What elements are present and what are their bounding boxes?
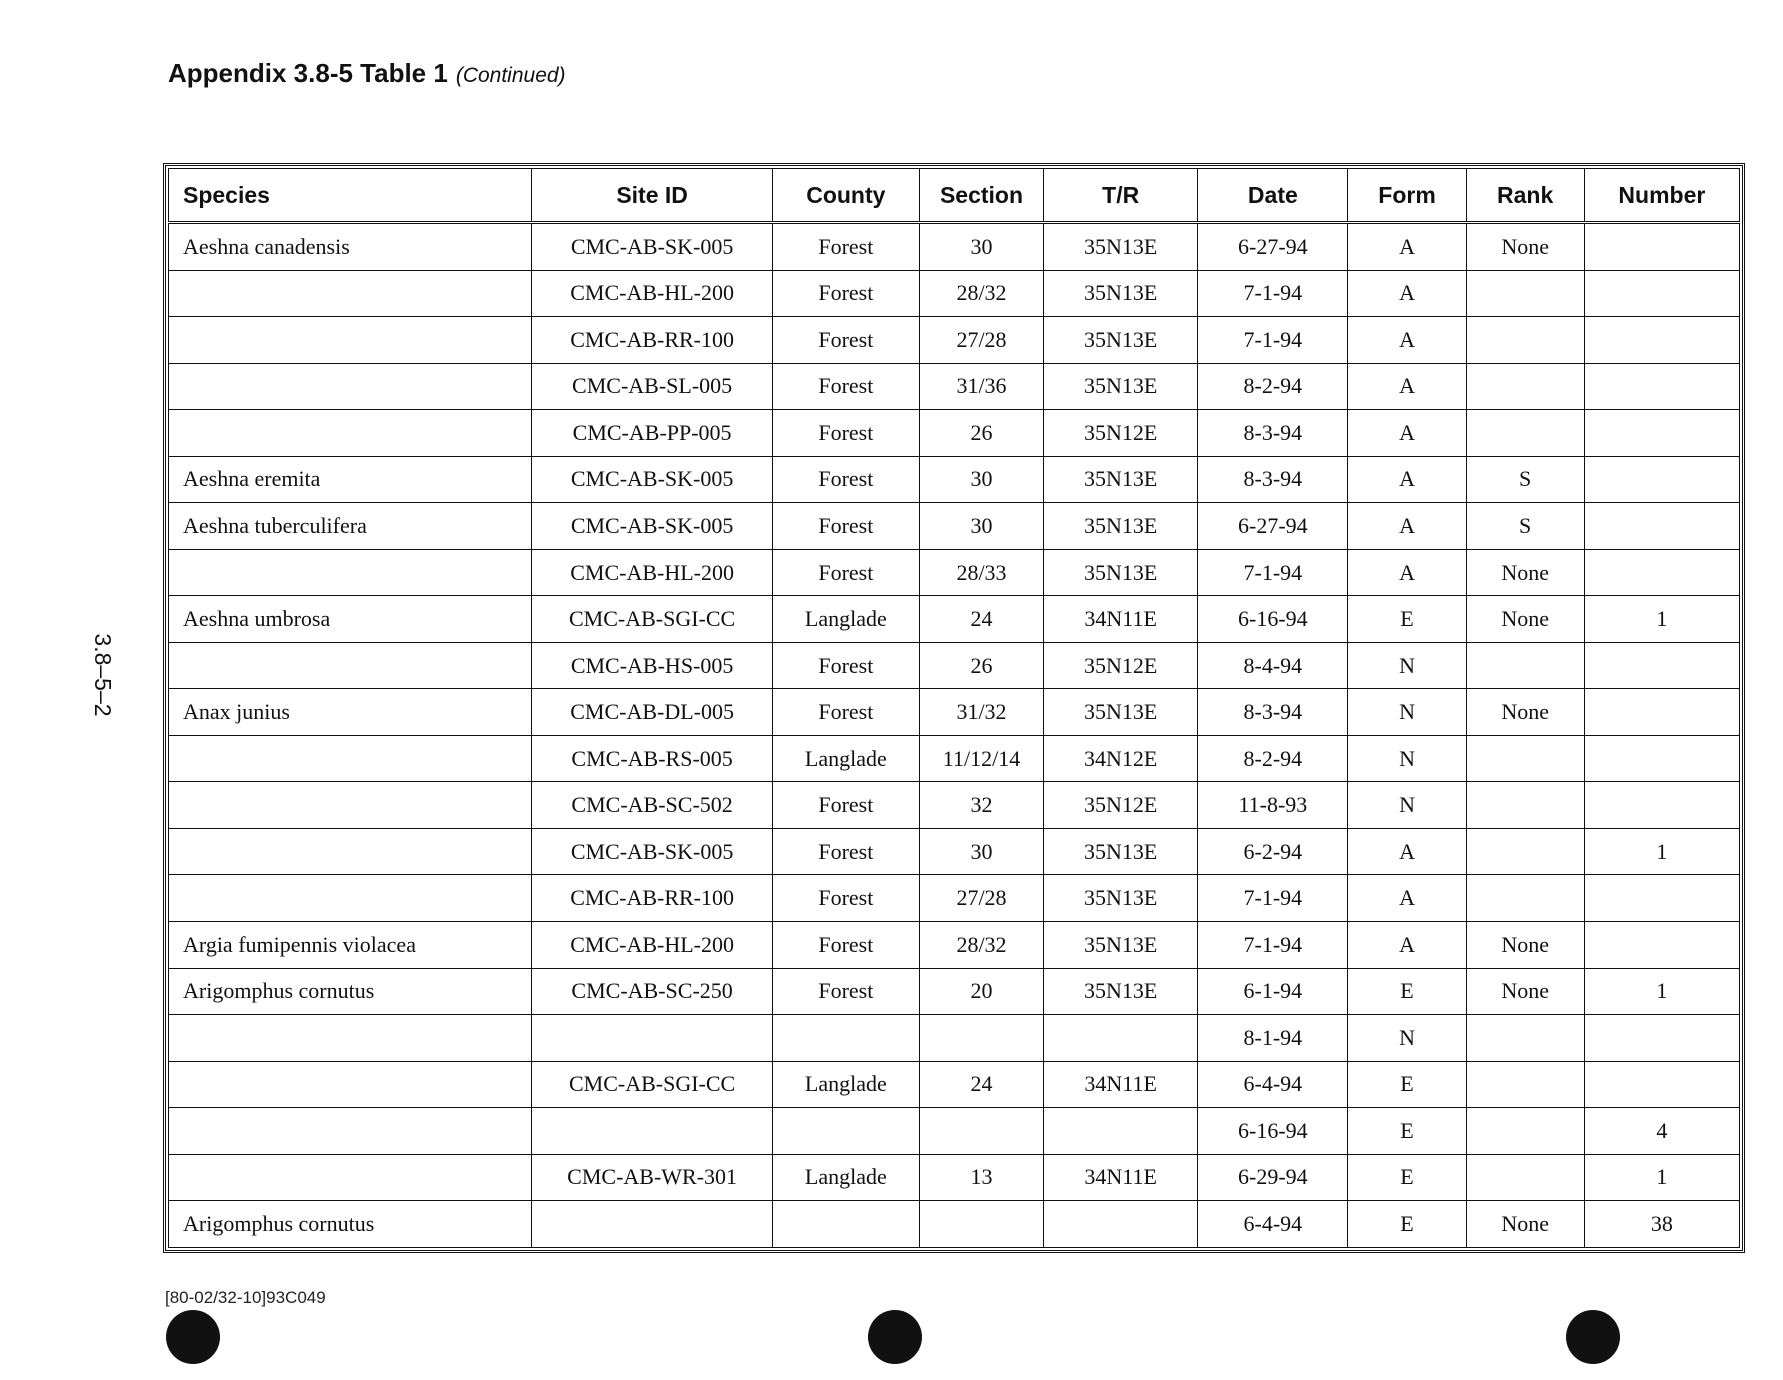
table-cell <box>919 1015 1043 1062</box>
table-cell: Forest <box>772 317 919 364</box>
table-cell: 7-1-94 <box>1198 875 1348 922</box>
table-cell: 30 <box>919 456 1043 503</box>
table-cell: 1 <box>1584 828 1739 875</box>
table-cell <box>1584 922 1739 969</box>
table-cell: CMC-AB-HS-005 <box>532 642 772 689</box>
table-cell: 35N13E <box>1044 503 1198 550</box>
table-cell: Forest <box>772 223 919 271</box>
table-cell <box>1584 689 1739 736</box>
table-row <box>169 456 1740 503</box>
table-cell: E <box>1348 1061 1466 1108</box>
table-cell: CMC-AB-WR-301 <box>532 1154 772 1201</box>
table-cell <box>169 317 532 364</box>
table-cell: 1 <box>1584 596 1739 643</box>
table-cell: CMC-AB-SC-502 <box>532 782 772 829</box>
table-cell: 35N13E <box>1044 689 1198 736</box>
table-cell <box>1584 549 1739 596</box>
table-cell <box>1584 642 1739 689</box>
table-cell <box>919 1108 1043 1155</box>
table-cell: None <box>1466 1201 1584 1248</box>
table-cell <box>1466 642 1584 689</box>
table-cell <box>1584 363 1739 410</box>
table-cell: 34N12E <box>1044 735 1198 782</box>
table-cell <box>1584 456 1739 503</box>
table-cell: Forest <box>772 782 919 829</box>
table-cell <box>1584 735 1739 782</box>
table-cell <box>169 1061 532 1108</box>
table-cell <box>1466 1154 1584 1201</box>
table-cell <box>169 735 532 782</box>
table-cell: CMC-AB-SGI-CC <box>532 596 772 643</box>
table-cell: Forest <box>772 549 919 596</box>
table-cell: 11-8-93 <box>1198 782 1348 829</box>
table-cell: CMC-AB-SL-005 <box>532 363 772 410</box>
table-cell: Langlade <box>772 735 919 782</box>
table-cell: 35N13E <box>1044 922 1198 969</box>
table-cell: 8-4-94 <box>1198 642 1348 689</box>
table-cell: 31/32 <box>919 689 1043 736</box>
column-header: Date <box>1198 169 1348 223</box>
table-cell <box>1584 410 1739 457</box>
table-cell <box>1584 1061 1739 1108</box>
table-cell: CMC-AB-SK-005 <box>532 456 772 503</box>
table-cell <box>1466 270 1584 317</box>
column-header: Number <box>1584 169 1739 223</box>
table-row <box>169 596 1740 643</box>
table-cell: Forest <box>772 363 919 410</box>
table-cell: Aeshna canadensis <box>169 223 532 271</box>
table-body <box>169 223 1740 1248</box>
table-cell: 28/32 <box>919 922 1043 969</box>
table-row <box>169 363 1740 410</box>
table-cell: A <box>1348 410 1466 457</box>
table-cell: None <box>1466 549 1584 596</box>
table-cell: CMC-AB-RR-100 <box>532 317 772 364</box>
column-header: Section <box>919 169 1043 223</box>
table-cell <box>532 1108 772 1155</box>
table-cell <box>169 270 532 317</box>
table-cell <box>1584 317 1739 364</box>
table-cell: A <box>1348 317 1466 364</box>
table-cell: 35N12E <box>1044 410 1198 457</box>
table-cell <box>772 1015 919 1062</box>
table-cell: 8-3-94 <box>1198 456 1348 503</box>
table-cell: 28/33 <box>919 549 1043 596</box>
table-cell: 35N12E <box>1044 782 1198 829</box>
table-row <box>169 642 1740 689</box>
table-cell: Forest <box>772 689 919 736</box>
table-cell: 35N13E <box>1044 968 1198 1015</box>
table-cell: Forest <box>772 642 919 689</box>
table-cell: Anax junius <box>169 689 532 736</box>
table-cell: 8-3-94 <box>1198 689 1348 736</box>
table-cell: CMC-AB-HL-200 <box>532 549 772 596</box>
table-cell: 1 <box>1584 1154 1739 1201</box>
table-cell: 38 <box>1584 1201 1739 1248</box>
binder-hole-right <box>1566 1310 1620 1364</box>
table-cell: E <box>1348 968 1466 1015</box>
table-cell: 7-1-94 <box>1198 270 1348 317</box>
table-cell: CMC-AB-RR-100 <box>532 875 772 922</box>
table-cell <box>772 1201 919 1248</box>
table-cell: CMC-AB-HL-200 <box>532 922 772 969</box>
table-cell: Arigomphus cornutus <box>169 968 532 1015</box>
table-row <box>169 317 1740 364</box>
table-row <box>169 549 1740 596</box>
table-cell: 8-3-94 <box>1198 410 1348 457</box>
table-cell: A <box>1348 875 1466 922</box>
table-row <box>169 922 1740 969</box>
table-cell <box>1466 317 1584 364</box>
table-cell: A <box>1348 828 1466 875</box>
table-cell: Aeshna eremita <box>169 456 532 503</box>
table-row <box>169 689 1740 736</box>
table-cell <box>1466 1061 1584 1108</box>
table-row <box>169 1061 1740 1108</box>
table-cell <box>169 410 532 457</box>
table-cell <box>169 642 532 689</box>
table-cell <box>1584 223 1739 271</box>
table-row <box>169 1154 1740 1201</box>
table-cell <box>169 828 532 875</box>
table-row <box>169 1201 1740 1248</box>
table-cell <box>1584 875 1739 922</box>
table-cell: 24 <box>919 1061 1043 1108</box>
table-cell: Langlade <box>772 1061 919 1108</box>
table-cell: 30 <box>919 828 1043 875</box>
column-header: County <box>772 169 919 223</box>
table-cell: Langlade <box>772 596 919 643</box>
table-cell <box>1584 782 1739 829</box>
table-cell: 4 <box>1584 1108 1739 1155</box>
table-cell <box>1466 1015 1584 1062</box>
table-cell: 30 <box>919 223 1043 271</box>
table-cell: N <box>1348 1015 1466 1062</box>
table-cell <box>1466 875 1584 922</box>
table-cell: 6-4-94 <box>1198 1201 1348 1248</box>
table-cell <box>1044 1108 1198 1155</box>
table-cell: None <box>1466 596 1584 643</box>
table-row <box>169 782 1740 829</box>
table-cell: S <box>1466 503 1584 550</box>
column-header: T/R <box>1044 169 1198 223</box>
table-row <box>169 735 1740 782</box>
table-cell: 31/36 <box>919 363 1043 410</box>
table-cell: 28/32 <box>919 270 1043 317</box>
column-header: Site ID <box>532 169 772 223</box>
table-cell: 34N11E <box>1044 1061 1198 1108</box>
species-table-frame <box>163 163 1745 1253</box>
table-cell: E <box>1348 1154 1466 1201</box>
table-row <box>169 875 1740 922</box>
table-cell: None <box>1466 689 1584 736</box>
table-cell: A <box>1348 363 1466 410</box>
table-cell: 1 <box>1584 968 1739 1015</box>
table-row <box>169 1108 1740 1155</box>
table-row <box>169 1015 1740 1062</box>
table-cell: 6-16-94 <box>1198 596 1348 643</box>
table-cell: Langlade <box>772 1154 919 1201</box>
binder-hole-left <box>166 1310 220 1364</box>
table-cell <box>169 1015 532 1062</box>
table-cell: Forest <box>772 456 919 503</box>
table-cell: 26 <box>919 410 1043 457</box>
table-cell: 24 <box>919 596 1043 643</box>
table-cell: N <box>1348 782 1466 829</box>
table-cell: 6-16-94 <box>1198 1108 1348 1155</box>
table-cell: E <box>1348 1108 1466 1155</box>
table-cell <box>1466 1108 1584 1155</box>
table-cell: 13 <box>919 1154 1043 1201</box>
side-page-number: 3.8–5–2 <box>90 633 116 717</box>
table-cell <box>532 1015 772 1062</box>
table-cell <box>169 875 532 922</box>
table-cell: Forest <box>772 503 919 550</box>
table-cell: N <box>1348 735 1466 782</box>
table-cell: 26 <box>919 642 1043 689</box>
table-cell: 34N11E <box>1044 596 1198 643</box>
table-cell <box>169 782 532 829</box>
table-cell: N <box>1348 642 1466 689</box>
table-cell: 20 <box>919 968 1043 1015</box>
table-cell <box>919 1201 1043 1248</box>
table-cell: 35N13E <box>1044 270 1198 317</box>
table-cell: A <box>1348 270 1466 317</box>
table-cell: Forest <box>772 922 919 969</box>
table-cell <box>1044 1015 1198 1062</box>
table-cell: 35N12E <box>1044 642 1198 689</box>
table-cell <box>1466 363 1584 410</box>
table-row <box>169 410 1740 457</box>
table-row <box>169 223 1740 271</box>
table-cell: CMC-AB-SGI-CC <box>532 1061 772 1108</box>
table-cell: 6-27-94 <box>1198 223 1348 271</box>
species-table <box>168 168 1740 1248</box>
page-title <box>168 58 566 89</box>
table-cell: None <box>1466 922 1584 969</box>
table-cell: Forest <box>772 410 919 457</box>
table-cell: CMC-AB-SK-005 <box>532 828 772 875</box>
table-cell: A <box>1348 223 1466 271</box>
table-cell: CMC-AB-PP-005 <box>532 410 772 457</box>
table-cell <box>1466 782 1584 829</box>
table-cell: 8-2-94 <box>1198 363 1348 410</box>
table-cell: CMC-AB-RS-005 <box>532 735 772 782</box>
table-cell <box>1044 1201 1198 1248</box>
column-header: Species <box>169 169 532 223</box>
table-cell: Argia fumipennis violacea <box>169 922 532 969</box>
table-cell: A <box>1348 456 1466 503</box>
table-cell <box>169 1108 532 1155</box>
table-cell: 8-2-94 <box>1198 735 1348 782</box>
table-cell: CMC-AB-SK-005 <box>532 223 772 271</box>
binder-hole-center <box>868 1310 922 1364</box>
table-cell: 35N13E <box>1044 828 1198 875</box>
table-cell: 6-4-94 <box>1198 1061 1348 1108</box>
table-cell <box>1584 270 1739 317</box>
table-cell: 8-1-94 <box>1198 1015 1348 1062</box>
table-cell: 35N13E <box>1044 317 1198 364</box>
table-cell: 35N13E <box>1044 549 1198 596</box>
table-cell <box>1466 735 1584 782</box>
table-cell: 6-1-94 <box>1198 968 1348 1015</box>
table-cell: 34N11E <box>1044 1154 1198 1201</box>
table-cell: 6-29-94 <box>1198 1154 1348 1201</box>
table-cell <box>169 363 532 410</box>
table-cell: Forest <box>772 875 919 922</box>
table-cell: Arigomphus cornutus <box>169 1201 532 1248</box>
table-row <box>169 270 1740 317</box>
table-cell <box>772 1108 919 1155</box>
table-cell: CMC-AB-HL-200 <box>532 270 772 317</box>
table-cell: 7-1-94 <box>1198 549 1348 596</box>
table-cell <box>1584 503 1739 550</box>
table-cell: Aeshna umbrosa <box>169 596 532 643</box>
table-cell: Forest <box>772 828 919 875</box>
column-header: Rank <box>1466 169 1584 223</box>
table-cell: A <box>1348 549 1466 596</box>
table-cell: 30 <box>919 503 1043 550</box>
table-cell: A <box>1348 922 1466 969</box>
table-cell: 6-2-94 <box>1198 828 1348 875</box>
table-cell <box>1466 410 1584 457</box>
column-header: Form <box>1348 169 1466 223</box>
table-header-row <box>169 169 1740 223</box>
table-cell <box>1466 828 1584 875</box>
table-cell: None <box>1466 223 1584 271</box>
table-cell: 35N13E <box>1044 363 1198 410</box>
table-cell <box>1584 1015 1739 1062</box>
table-row <box>169 828 1740 875</box>
table-cell: 32 <box>919 782 1043 829</box>
table-row <box>169 968 1740 1015</box>
table-cell: Forest <box>772 270 919 317</box>
document-code: [80-02/32-10]93C049 <box>165 1288 326 1307</box>
table-cell: Aeshna tuberculifera <box>169 503 532 550</box>
table-cell: None <box>1466 968 1584 1015</box>
table-cell: 27/28 <box>919 875 1043 922</box>
table-cell <box>532 1201 772 1248</box>
table-cell: 7-1-94 <box>1198 922 1348 969</box>
table-cell: CMC-AB-SC-250 <box>532 968 772 1015</box>
table-cell: Forest <box>772 968 919 1015</box>
table-cell: E <box>1348 596 1466 643</box>
table-cell: A <box>1348 503 1466 550</box>
table-cell: 35N13E <box>1044 456 1198 503</box>
table-cell: E <box>1348 1201 1466 1248</box>
table-cell: 11/12/14 <box>919 735 1043 782</box>
table-cell <box>169 549 532 596</box>
table-cell: N <box>1348 689 1466 736</box>
table-cell: S <box>1466 456 1584 503</box>
table-cell: 35N13E <box>1044 875 1198 922</box>
table-cell: 6-27-94 <box>1198 503 1348 550</box>
continued-label: (Continued) <box>455 64 566 87</box>
table-cell <box>169 1154 532 1201</box>
table-cell: 7-1-94 <box>1198 317 1348 364</box>
table-cell: 27/28 <box>919 317 1043 364</box>
table-title: Appendix 3.8-5 Table 1 <box>168 58 448 88</box>
table-cell: CMC-AB-SK-005 <box>532 503 772 550</box>
table-cell: CMC-AB-DL-005 <box>532 689 772 736</box>
table-cell: 35N13E <box>1044 223 1198 271</box>
table-row <box>169 503 1740 550</box>
